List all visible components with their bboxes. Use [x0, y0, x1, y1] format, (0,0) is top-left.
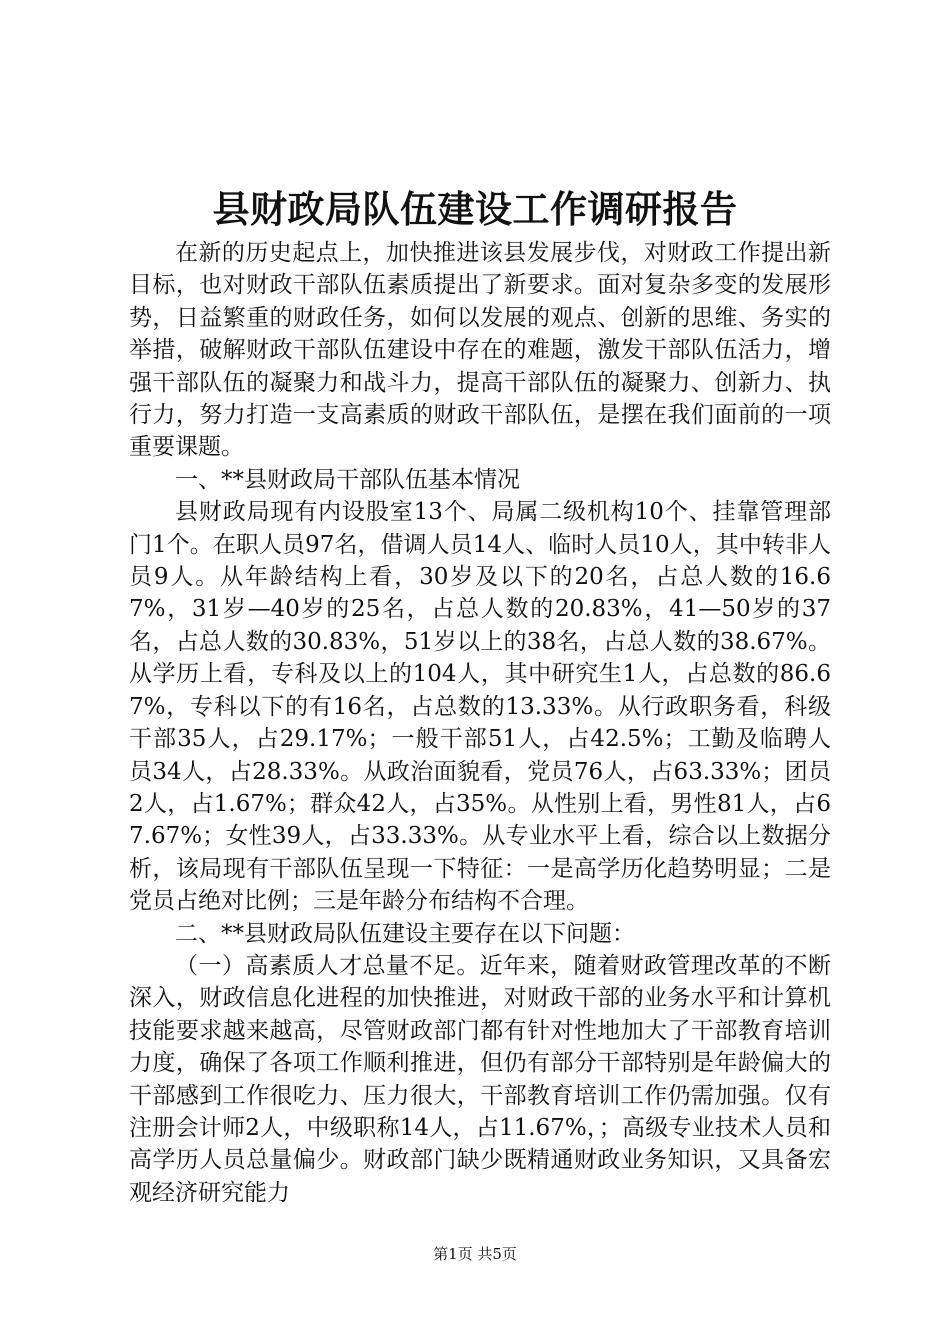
page-footer: 第1页 共5页	[433, 1245, 517, 1263]
document-title: 县财政局队伍建设工作调研报告	[212, 187, 738, 231]
section-heading-2: 二、**县财政局队伍建设主要存在以下问题：	[175, 920, 635, 947]
document-body	[129, 237, 831, 1209]
section-heading-1: 一、**县财政局干部队伍基本情况	[175, 466, 520, 493]
intro-paragraph: 在新的历史起点上，加快推进该县发展步伐，对财政工作提出新目标，也对财政干部队伍素质提出了新要求。面对复杂多变的发展形势，日益繁重的财政任务，如何以发展的观点、创新的思维、务实的举措，破解财政干部队伍建设中存在的难题，激发干部队伍活力，增强干部队伍的凝聚力和战斗力，提高干部队伍的凝聚力、创新力、执行力，努力打造一支高素质的财政干部队伍，是摆在我们面前的一项重要课题。	[129, 240, 831, 461]
staff-statistics-paragraph: 县财政局现有内设股室13个、局属二级机构10个、挂靠管理部门1个。在职人员97名，借调人员14人、临时人员10人，其中转非人员9人。从年龄结构上看，30岁及以下的20名，占总人数的16.67%，31岁—40岁的25名，占总人数的20.83%，41—50岁的37名，占总人数的30.83%，51岁以上的38名，占总人数的38.67%。从学历上看，专科及以上的104人，其中研究生1人，占总数的86.67%，专科以下的有16名，占总数的13.33%。从行政职务看，科级干部35人，占29.17%；一般干部51人，占42.5%；工勤及临聘人员34人，占28.33%。从政治面貌看，党员76人，占63.33%；团员2人，占1.67%；群众42人，占35%。从性别上看，男性81人，占67.67%；女性39人，占33.33%。从专业水平上看，综合以上数据分析，该局现有干部队伍呈现一下特征：一是高学历化趋势明显；二是党员占绝对比例；三是年龄分布结构不合理。	[129, 499, 831, 915]
problem-1-paragraph: （一）高素质人才总量不足。近年来，随着财政管理改革的不断深入，财政信息化进程的加快推进，对财政干部的业务水平和计算机技能要求越来越高，尽管财政部门都有针对性地加大了干部教育培训力度，确保了各项工作顺利推进，但仍有部分干部特别是年龄偏大的干部感到工作很吃力、压力很大，干部教育培训工作仍需加强。仅有注册会计师2人，中级职称14人，占11.67%，；高级专业技术人员和高学历人员总量偏少。财政部门缺少既精通财政业务知识，又具备宏观经济研究能力	[129, 952, 831, 1206]
